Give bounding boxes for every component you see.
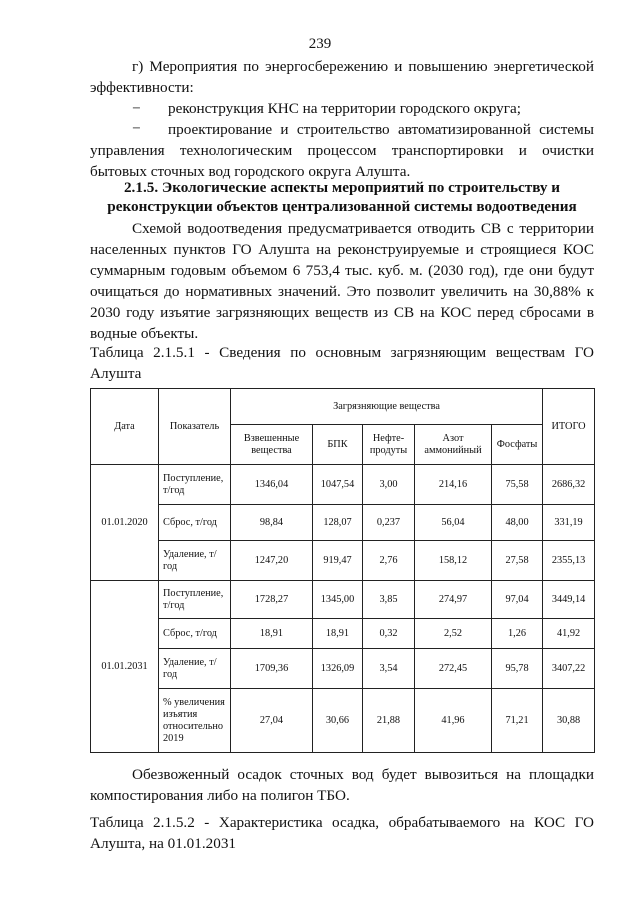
table-row	[91, 689, 595, 753]
total-cell: 3449,14	[543, 581, 595, 619]
table-row	[91, 649, 595, 689]
total-cell: 2355,13	[543, 541, 595, 581]
list-item-text: проектирование и строительство автоматизированной системы управления технологическим процессом транспортировки и очистки бытовых сточных вод городского округа Алушта.	[90, 121, 594, 180]
value-cell: 97,04	[492, 581, 543, 619]
value-cell: 27,04	[231, 689, 313, 753]
section-heading: 2.1.5. Экологические аспекты мероприятий по строительству и реконструкции объектов централизованной системы водоотведения	[107, 179, 577, 215]
value-cell: 128,07	[313, 505, 363, 541]
value-cell: 1326,09	[313, 649, 363, 689]
body-paragraph: Схемой водоотведения предусматривается отводить СВ с территории населенных пунктов ГО Алушта на реконструируемые и строящиеся КОС суммарным годовым объемом 6 753,4 тыс. куб. м. (2030 год), где они будут очищаться до нормативных значений. Это позволит увеличить на 30,88% к 2030 году изъятие загрязняющих веществ из СВ на КОС перед сбросами в водные объекты.	[90, 220, 594, 342]
value-cell: 1709,36	[231, 649, 313, 689]
header-total: ИТОГО	[543, 389, 595, 465]
header-pollutants: Загрязняющие вещества	[231, 389, 543, 425]
value-cell: 18,91	[231, 619, 313, 649]
table-row	[91, 541, 595, 581]
header-col: Азот аммонийный	[415, 425, 492, 465]
total-cell: 331,19	[543, 505, 595, 541]
list-item	[90, 119, 594, 182]
table-row	[91, 619, 595, 649]
value-cell: 48,00	[492, 505, 543, 541]
value-cell: 27,58	[492, 541, 543, 581]
header-col: Фосфаты	[492, 425, 543, 465]
value-cell: 41,96	[415, 689, 492, 753]
value-cell: 1,26	[492, 619, 543, 649]
measures-heading: г) Мероприятия по энергосбережению и повышению энергетической эффективности:	[90, 58, 594, 96]
value-cell: 18,91	[313, 619, 363, 649]
header-col: Нефте-продуты	[363, 425, 415, 465]
value-cell: 274,97	[415, 581, 492, 619]
total-cell: 41,92	[543, 619, 595, 649]
value-cell: 75,58	[492, 465, 543, 505]
total-cell: 30,88	[543, 689, 595, 753]
value-cell: 71,21	[492, 689, 543, 753]
indicator-cell: Поступление, т/год	[159, 581, 231, 619]
value-cell: 56,04	[415, 505, 492, 541]
indicator-cell: Поступление, т/год	[159, 465, 231, 505]
indicator-cell: Сброс, т/год	[159, 619, 231, 649]
value-cell: 3,54	[363, 649, 415, 689]
indicator-cell: Сброс, т/год	[159, 505, 231, 541]
table-caption: Таблица 2.1.5.1 - Сведения по основным загрязняющим веществам ГО Алушта	[90, 344, 594, 382]
value-cell: 919,47	[313, 541, 363, 581]
value-cell: 98,84	[231, 505, 313, 541]
dash-marker: −	[132, 100, 141, 117]
value-cell: 1346,04	[231, 465, 313, 505]
section-block	[90, 178, 594, 216]
value-cell: 3,00	[363, 465, 415, 505]
table-row	[91, 505, 595, 541]
value-cell: 1728,27	[231, 581, 313, 619]
list-item	[90, 98, 594, 119]
date-cell: 01.01.2031	[91, 581, 159, 753]
value-cell: 2,76	[363, 541, 415, 581]
paragraph-block	[90, 764, 594, 806]
intro-block	[90, 56, 594, 182]
value-cell: 30,66	[313, 689, 363, 753]
value-cell: 158,12	[415, 541, 492, 581]
pollutants-table	[90, 388, 595, 753]
indicator-cell: Удаление, т/год	[159, 649, 231, 689]
value-cell: 3,85	[363, 581, 415, 619]
value-cell: 1247,20	[231, 541, 313, 581]
date-cell: 01.01.2020	[91, 465, 159, 581]
table-row	[91, 581, 595, 619]
table-caption: Таблица 2.1.5.2 - Характеристика осадка, обрабатываемого на КОС ГО Алушта, на 01.01.2031	[90, 814, 594, 852]
list-item-text: реконструкция КНС на территории городского округа;	[168, 100, 521, 117]
table-caption-block	[90, 812, 594, 854]
table-row	[91, 465, 595, 505]
indicator-cell: Удаление, т/год	[159, 541, 231, 581]
header-col: Взвешенные вещества	[231, 425, 313, 465]
paragraph-block	[90, 218, 594, 344]
header-date: Дата	[91, 389, 159, 465]
table-caption-block	[90, 342, 594, 384]
value-cell: 0,237	[363, 505, 415, 541]
value-cell: 0,32	[363, 619, 415, 649]
body-paragraph: Обезвоженный осадок сточных вод будет вывозиться на площадки компостирования либо на полигон ТБО.	[90, 766, 594, 804]
value-cell: 2,52	[415, 619, 492, 649]
value-cell: 1345,00	[313, 581, 363, 619]
value-cell: 272,45	[415, 649, 492, 689]
page-number: 239	[308, 36, 332, 52]
value-cell: 214,16	[415, 465, 492, 505]
total-cell: 3407,22	[543, 649, 595, 689]
dash-marker: −	[132, 120, 141, 137]
total-cell: 2686,32	[543, 465, 595, 505]
value-cell: 21,88	[363, 689, 415, 753]
header-col: БПК	[313, 425, 363, 465]
value-cell: 1047,54	[313, 465, 363, 505]
header-indicator: Показатель	[159, 389, 231, 465]
value-cell: 95,78	[492, 649, 543, 689]
indicator-cell: % увеличения изъятия относительно 2019	[159, 689, 231, 753]
